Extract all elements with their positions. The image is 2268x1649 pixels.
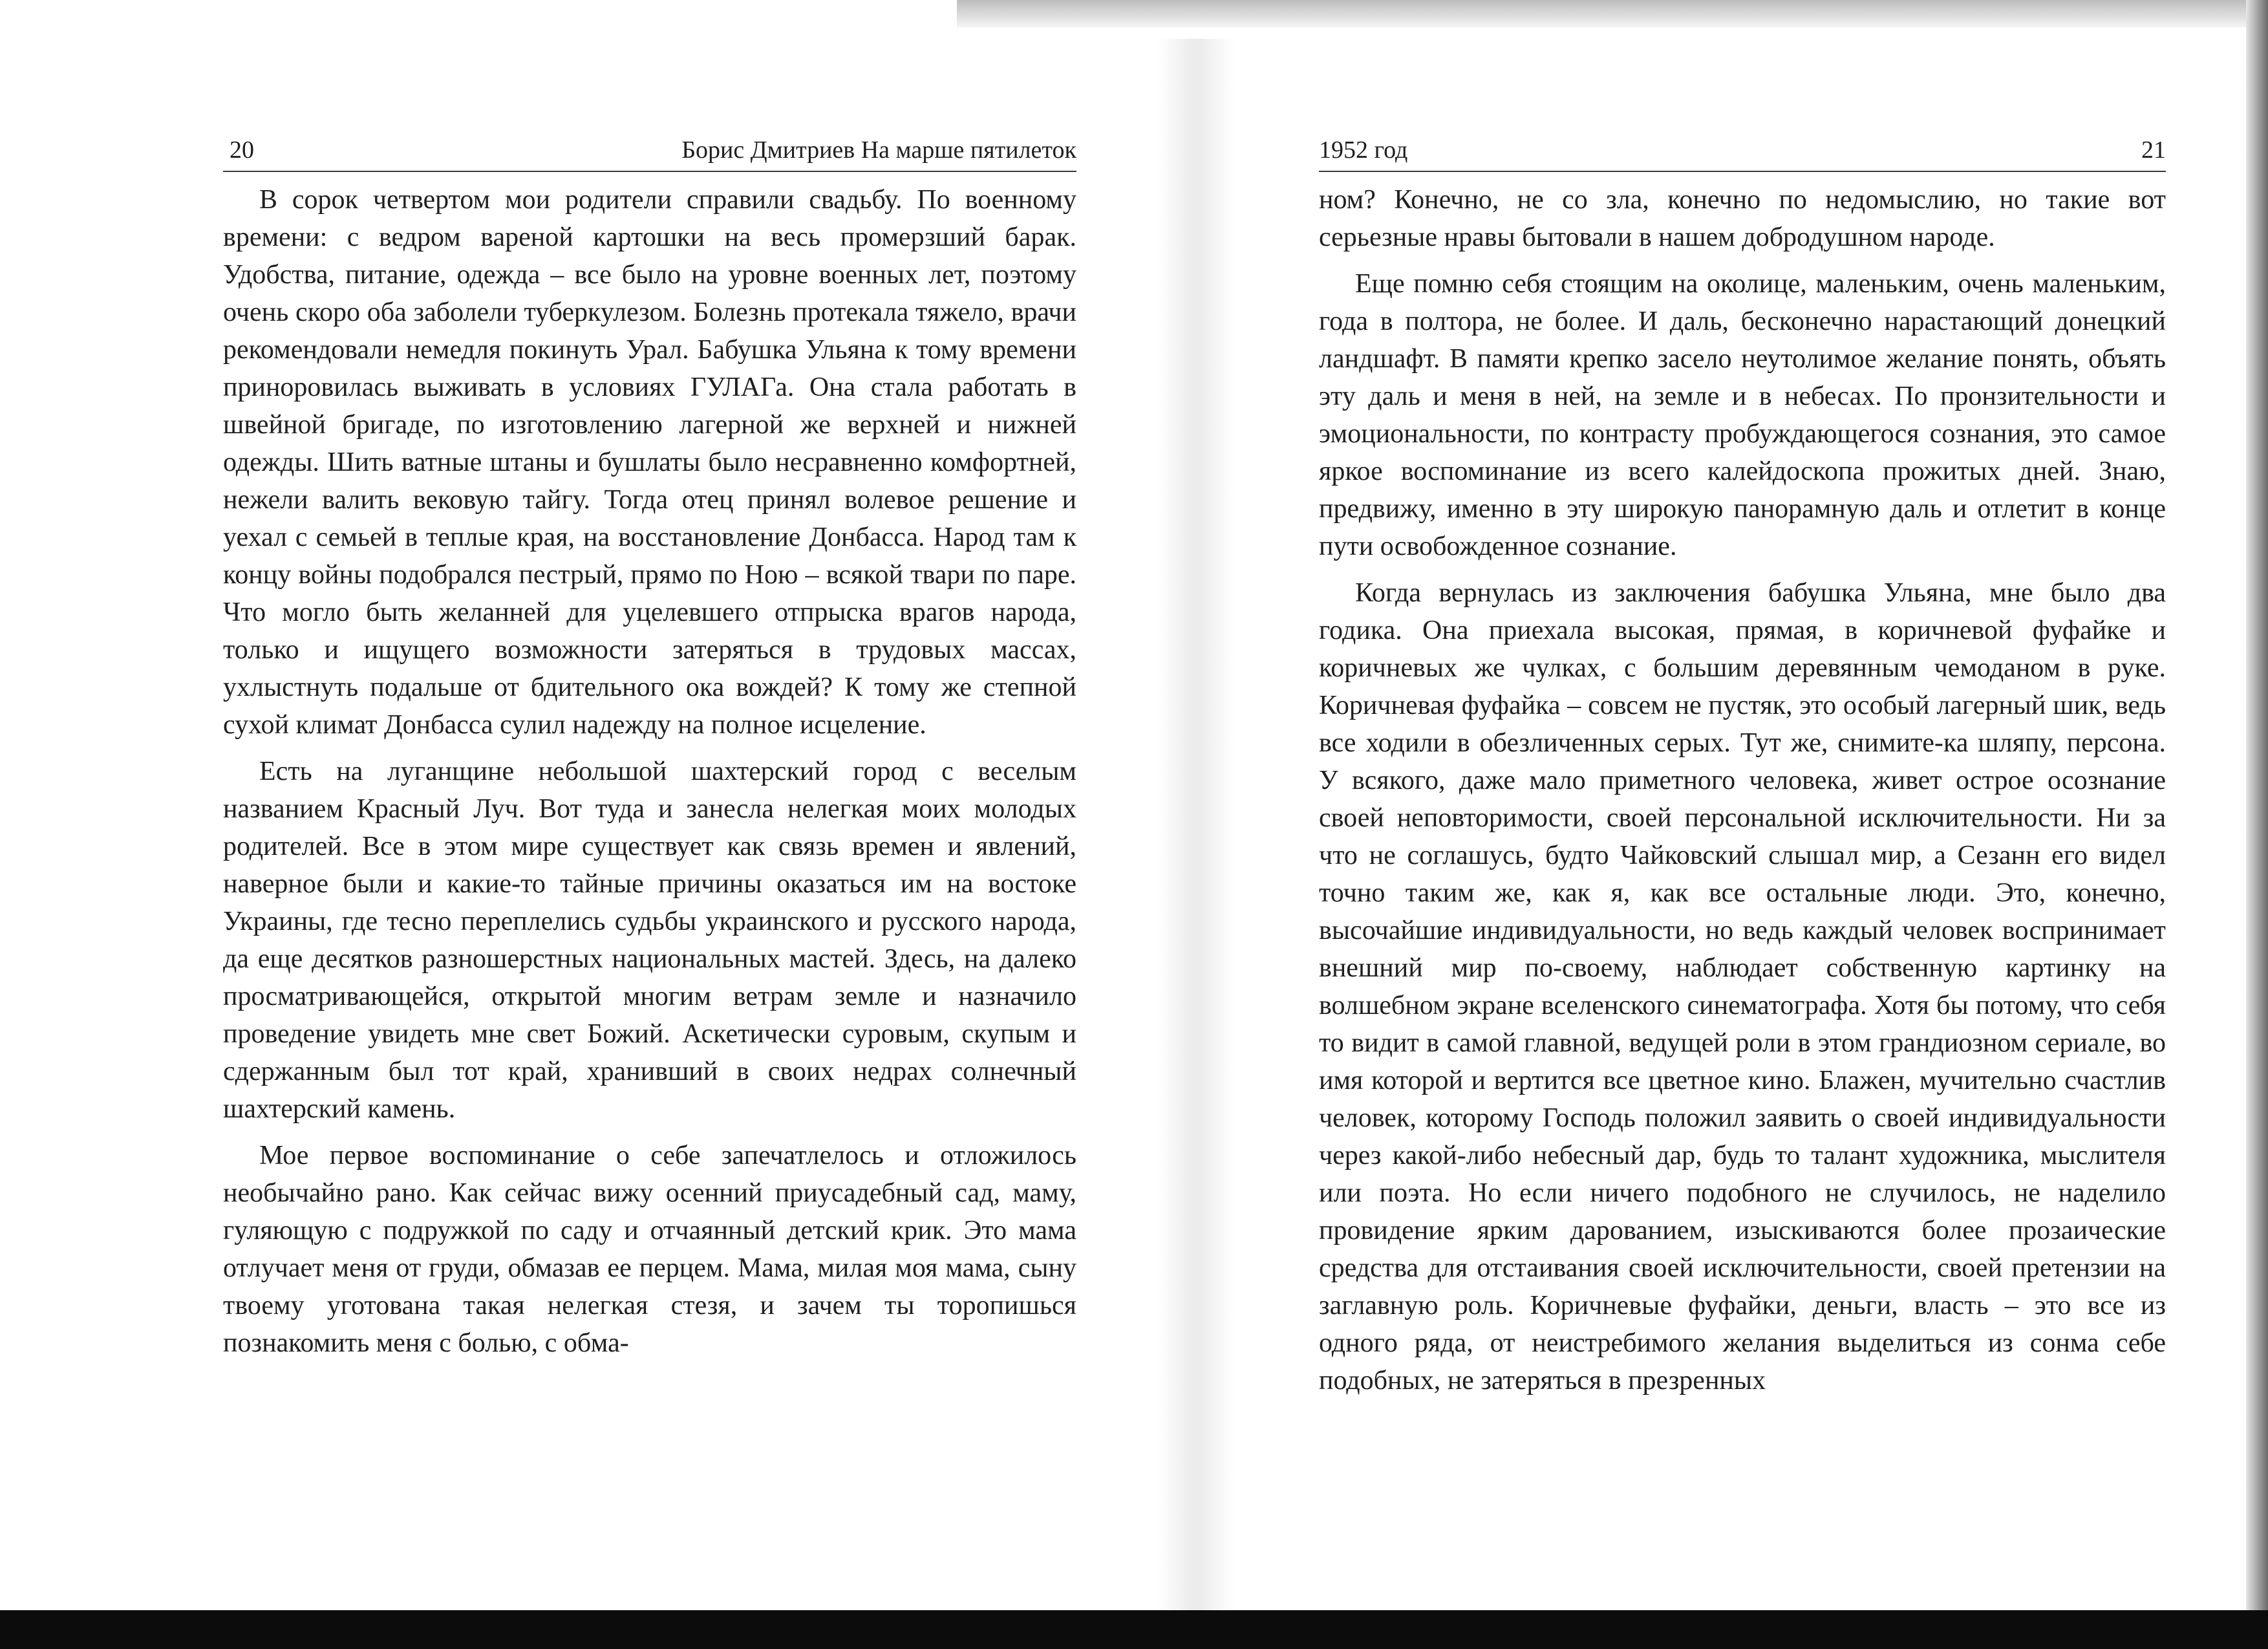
right-page-number: 21 — [2141, 136, 2166, 164]
right-paragraph-3: Когда вернулась из заключения бабушка Ульяна, мне было два годика. Она приехала высокая, прямая, в коричневой фуфайке и коричневых же чулках, с большим деревянным чемоданом в руке. Коричневая фуфайка – совсем не пустяк, это особый лагерный шик, ведь все ходили в обезличенных серых. Тут же, снимите-ка шляпу, персона. У всякого, даже мало приметного человека, живет острое осознание своей неповторимости, своей персональной исключительности. Ни за что не соглашусь, будто Чайковский слышал мир, а Сезанн его видел точно таким же, как я, как все остальные люди. Это, конечно, высочайшие индивидуальности, но ведь каждый человек воспринимает внешний мир по-своему, наблюдает собственную картинку на волшебном экране вселенского синематографа. Хотя бы потому, что себя то видит в самой главной, ведущей роли в этом грандиозном сериале, во имя которой и вертится все цветное кино. Блажен, мучительно счастлив человек, которому Господь положил заявить о своей индивидуальности через какой-либо небесный дар, будь то талант художника, мыслителя или поэта. Но если ничего подобного не случилось, не наделило провидение ярким дарованием, изыскиваются более прозаические средства для отстаивания своей исключительности, своей претензии на заглавную роль. Коричневые фуфайки, деньги, власть – это все из одного ряда, от неистребимого желания выделиться из сонма себе подобных, не затеряться в презренных — [1319, 578, 2166, 1396]
right-paragraph-2: Еще помню себя стоящим на околице, маленьким, очень маленьким, года в полтора, не более. И даль, бесконечно нарастающий донецкий ландшафт. В памяти крепко засело неутолимое желание понять, объять эту даль и меня в ней, на земле и в небесах. По пронзительности и эмоциональности, по контрасту пробуждающегося сознания, это самое яркое воспоминание из всего калейдоскопа прожитых дней. Знаю, предвижу, именно в эту широкую панорамную даль и отлетит в конце пути освобожденное сознание. — [1319, 269, 2166, 561]
left-paragraph-2: Есть на луганщине небольшой шахтерский город с веселым названием Красный Луч. Вот туда и занесла нелегкая моих молодых родителей. Все в этом мире существует как связь времен и явлений, наверное были и какие-то тайные причины оказаться им на востоке Украины, где тесно переплелись судьбы украинского и русского народа, да еще десятков разношерстных национальных мастей. Здесь, на далеко просматривающейся, открытой многим ветрам земле и назначило проведение увидеть мне свет Божий. Аскетически суровым, скупым и сдержанным был тот край, хранивший в своих недрах солнечный шахтерский камень. — [223, 757, 1076, 1124]
left-running-title: Борис Дмитриев На марше пятилеток — [681, 136, 1076, 164]
left-page-number: 20 — [230, 136, 254, 164]
right-page — [1319, 129, 2166, 1408]
left-paragraph-3: Мое первое воспоминание о себе запечатлелось и отложилось необычайно рано. Как сейчас вижу осенний приусадебный сад, маму, гуляющую с подружкой по саду и отчаянный детский крик. Это мама отлучает меня от груди, обмазав ее перцем. Мама, милая моя мама, сыну твоему уготована такая нелегкая стезя, и зачем ты торопишься познакомить меня с болью, с обма- — [223, 1141, 1076, 1358]
scan-shadow-right — [2246, 0, 2268, 1610]
right-running-head — [1319, 129, 2166, 172]
right-running-title: 1952 год — [1319, 136, 1408, 164]
right-paragraph-1: ном? Конечно, не со зла, конечно по недомыслию, но такие вот серьезные нравы бытовали в нашем добродушном народе. — [1319, 185, 2166, 252]
left-page — [223, 129, 1076, 1371]
book-gutter — [1157, 39, 1235, 1610]
left-running-head — [223, 129, 1076, 172]
left-paragraph-1: В сорок четвертом мои родители справили свадьбу. По военному времени: с ведром вареной картошки на весь промерзший барак. Удобства, питание, одежда – все было на уровне военных лет, поэтому очень скоро оба заболели туберкулезом. Болезнь протекала тяжело, врачи рекомендовали немедля покинуть Урал. Бабушка Ульяна к тому времени приноровилась выживать в условиях ГУЛАГа. Она стала работать в швейной бригаде, по изготовлению лагерной же верхней и нижней одежды. Шить ватные штаны и бушлаты было несравненно комфортней, нежели валить вековую тайгу. Тогда отец принял волевое решение и уехал с семьей в теплые края, на восстановление Донбасса. Народ там к концу войны подобрался пестрый, прямо по Ною – всякой твари по паре. Что могло быть желанней для уцелевшего отпрыска врагов народа, только и ищущего возможности затеряться в трудовых массах, ухлыстнуть подальше от бдительного ока вождей? К тому же степной сухой климат Донбасса сулил надежду на полное исцеление. — [223, 185, 1076, 740]
scan-border-bottom — [0, 1610, 2268, 1649]
scan-shadow-top — [957, 0, 2268, 27]
